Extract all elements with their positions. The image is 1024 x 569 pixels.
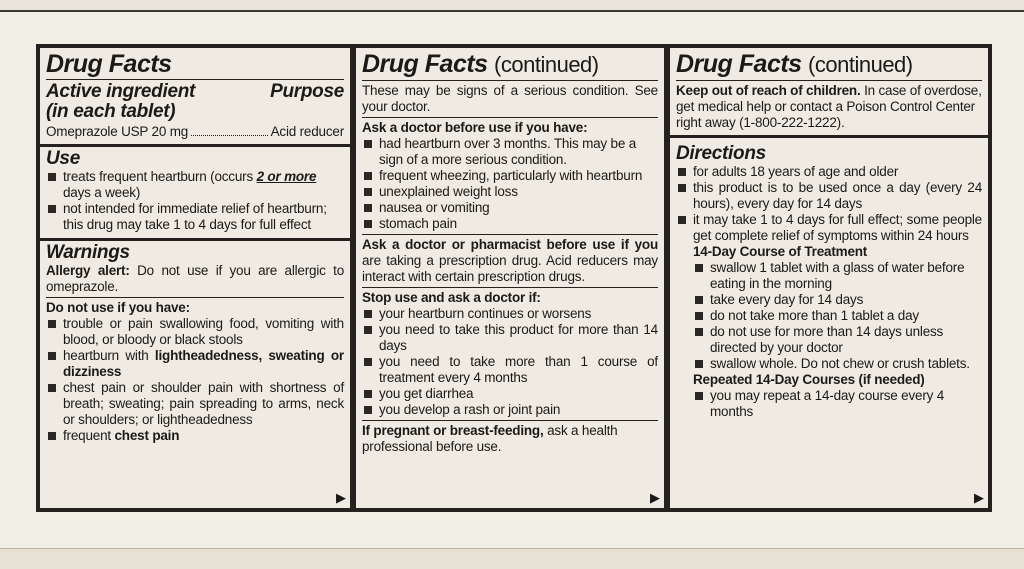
ask-doctor-item: had heartburn over 3 months. This may be a sign of a more serious condition.	[362, 136, 658, 168]
directions-section	[670, 138, 988, 423]
ask-pharmacist-section: Ask a doctor or pharmacist before use if you are taking a prescription drug. Acid reducers may interact with certain prescription drugs.	[362, 234, 658, 285]
panel-title: Drug Facts (continued)	[362, 50, 658, 81]
active-ingredient-subheading: (in each tablet)	[46, 101, 176, 122]
repeat-item: you may repeat a 14-day course every 4 months	[693, 388, 982, 420]
drug-facts-panel-1	[36, 44, 354, 512]
course-item: do not take more than 1 tablet a day	[693, 308, 982, 324]
repeat-heading: Repeated 14-Day Courses (if needed)	[693, 372, 925, 387]
ingredient-purpose: Acid reducer	[270, 124, 344, 139]
direction-item: it may take 1 to 4 days for full effect; some people get complete relief of symptoms within 24 hours	[676, 212, 982, 244]
stop-use-item: you need to take more than 1 course of treatment every 4 months	[362, 354, 658, 386]
stop-use-section	[362, 287, 658, 418]
leader-dots	[191, 135, 268, 136]
ingredient-name: Omeprazole USP 20 mg	[46, 124, 189, 139]
box-top-edge	[0, 0, 1024, 12]
course-heading: 14-Day Course of Treatment	[693, 244, 868, 259]
direction-item: for adults 18 years of age and older	[676, 164, 982, 180]
continue-arrow-icon: ▶	[650, 490, 660, 505]
purpose-heading: Purpose	[270, 81, 344, 102]
warning-item: chest pain or shoulder pain with shortness of breath; sweating; pain spreading to arms, neck or shoulders; or lightheadedness	[46, 380, 344, 428]
active-ingredient-heading: Active ingredient	[46, 81, 196, 102]
warning-item: frequent chest pain	[46, 428, 344, 444]
ask-doctor-item: stomach pain	[362, 216, 658, 232]
keep-out-section	[670, 48, 988, 138]
drug-facts-panel-3	[666, 44, 992, 512]
direction-item: this product is to be used once a day (every 24 hours), every day for 14 days	[676, 180, 982, 212]
continue-arrow-icon: ▶	[974, 490, 984, 505]
use-item: not intended for immediate relief of heartburn; this drug may take 1 to 4 days for full effect	[46, 201, 344, 233]
directions-heading: Directions	[676, 143, 766, 164]
panel-title: Drug Facts (continued)	[676, 50, 982, 81]
ask-doctor-item: frequent wheezing, particularly with heartburn	[362, 168, 658, 184]
stop-use-item: you develop a rash or joint pain	[362, 402, 658, 418]
box-bottom-edge	[0, 548, 1024, 569]
allergy-alert: Allergy alert: Do not use if you are allergic to omeprazole.	[46, 263, 344, 294]
course-item: swallow whole. Do not chew or crush tablets.	[693, 356, 982, 372]
use-item: treats frequent heartburn (occurs 2 or more days a week)	[46, 169, 344, 201]
panel-title: Drug Facts	[46, 50, 344, 80]
stop-use-item: your heartburn continues or worsens	[362, 306, 658, 322]
ask-doctor-section	[362, 117, 658, 232]
course-item: do not use for more than 14 days unless directed by your doctor	[693, 324, 982, 356]
warning-item: heartburn with lightheadedness, sweating or dizziness	[46, 348, 344, 380]
stop-use-item: you get diarrhea	[362, 386, 658, 402]
active-ingredient-section	[40, 48, 350, 147]
ask-doctor-heading: Ask a doctor before use if you have:	[362, 120, 588, 135]
warnings-heading: Warnings	[46, 242, 130, 263]
ask-doctor-item: nausea or vomiting	[362, 200, 658, 216]
stop-use-heading: Stop use and ask a doctor if:	[362, 290, 541, 305]
use-section	[40, 147, 350, 241]
warning-item: trouble or pain swallowing food, vomiting with blood, or bloody or black stools	[46, 316, 344, 348]
use-heading: Use	[46, 148, 80, 169]
course-item: take every day for 14 days	[693, 292, 982, 308]
stop-use-item: you need to take this product for more than 14 days	[362, 322, 658, 354]
course-item: swallow 1 tablet with a glass of water before eating in the morning	[693, 260, 982, 292]
continue-arrow-icon: ▶	[336, 490, 346, 505]
keep-out-warning: Keep out of reach of children. In case of overdose, get medical help or contact a Poison Control Center right away (1-800-222-1222).	[676, 83, 982, 130]
ingredient-row	[46, 124, 344, 140]
pregnancy-section: If pregnant or breast-feeding, ask a health professional before use.	[362, 420, 658, 455]
do-not-use-heading: Do not use if you have:	[46, 300, 190, 315]
drug-facts-panel-2	[352, 44, 668, 512]
warnings-section	[40, 241, 350, 447]
serious-condition-note: These may be signs of a serious condition. See your doctor.	[362, 83, 658, 114]
ask-doctor-item: unexplained weight loss	[362, 184, 658, 200]
